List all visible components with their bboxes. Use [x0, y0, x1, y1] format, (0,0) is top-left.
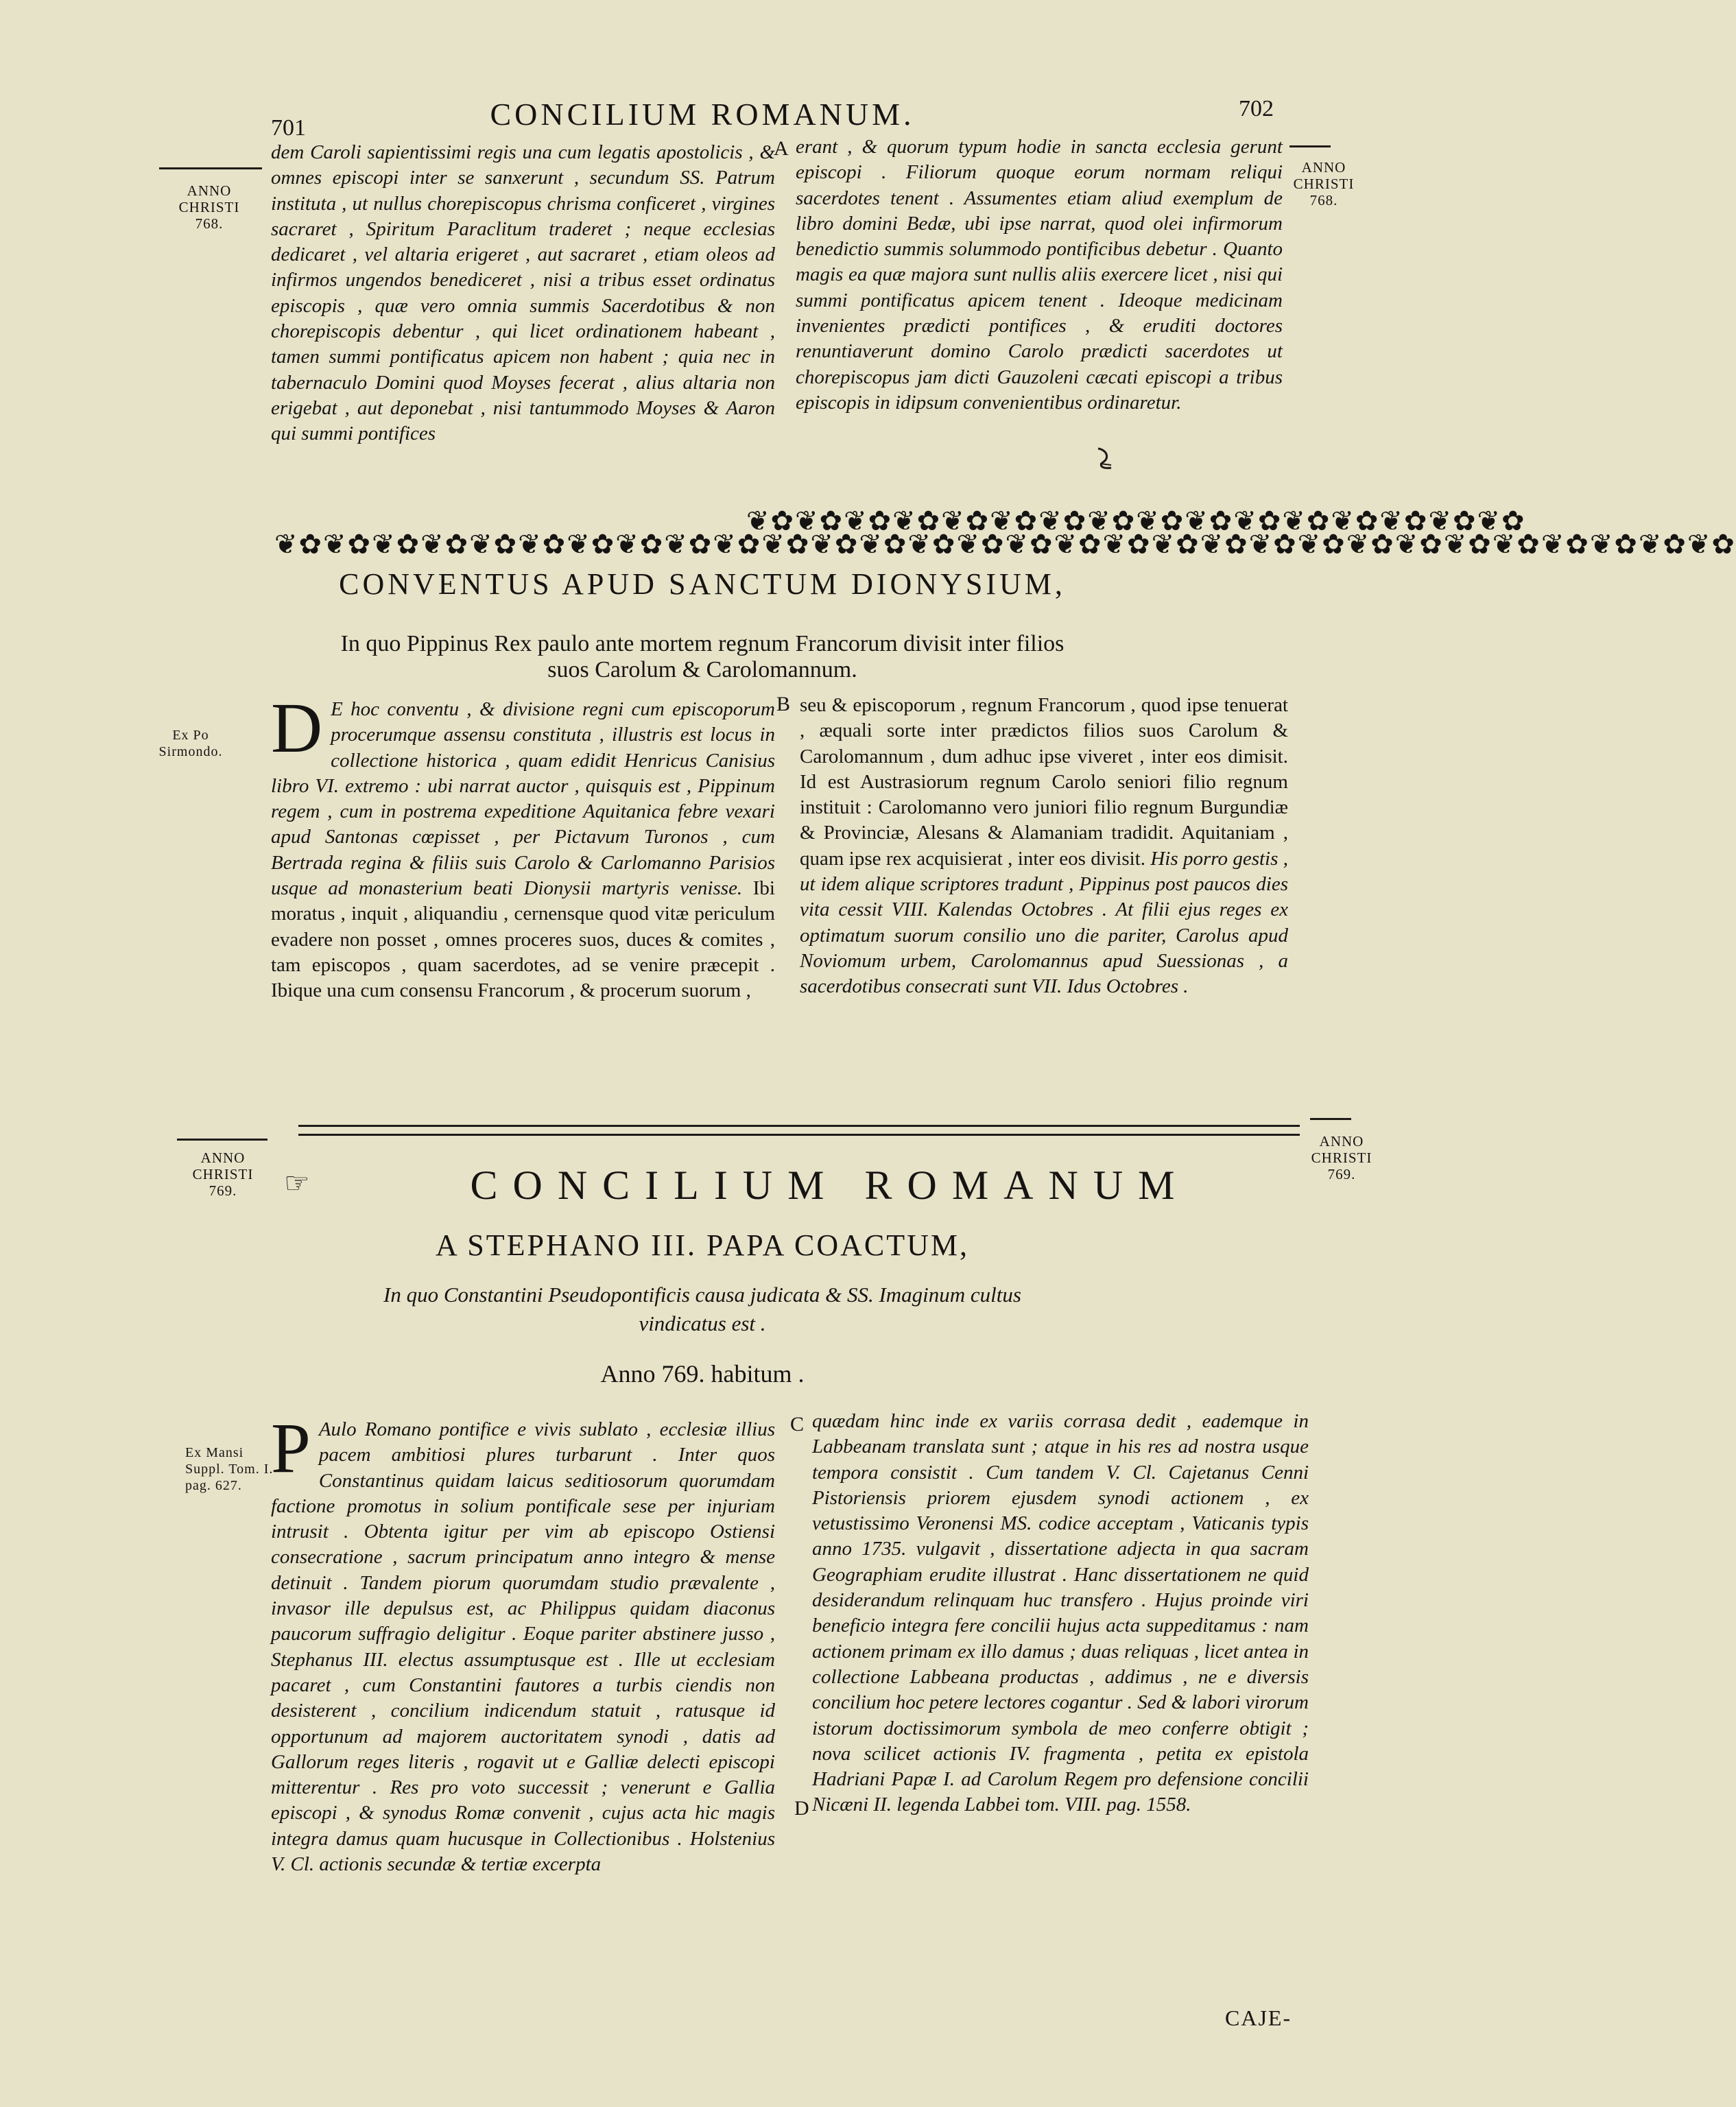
- section2-dropcap: D: [271, 689, 323, 767]
- margin-dash-left-2: [177, 1139, 267, 1141]
- catchword: CAJE-: [1225, 2005, 1292, 2030]
- section2-title: CONVENTUS APUD SANCTUM DIONYSIUM,: [339, 567, 1066, 601]
- margin-dash-right: [1289, 145, 1331, 147]
- section2-left-roman-text: Ibi moratus , inquit , aliquandiu , cernensque quod vitæ periculum evadere non posset , omnes proceres suos, duces & comites , tam episcopos , quam sacerdotes, ad se venire præcepit . Ibique una cum consensu Francorum , & procerum suorum ,: [271, 877, 775, 1002]
- margin-dash-left: [159, 167, 262, 169]
- section2-right-roman-text: seu & episcoporum , regnum Francorum , quod ipse tenuerat , æquali sorte inter prædictos filios suos Carolum & Carolomannum , dum adhuc ipse viveret , inter eos dimisit. Id est Austrasiorum regnum Carolo seniori filio regnum instituit : Carolomanno vero juniori filio regnum Burgundiæ & Provinciæ, Alesans & Alamaniam tradidit. Aquitaniam , quam ipse rex acquisierat , inter eos divisit.: [800, 694, 1288, 870]
- section3-desc-line1: In quo Constantini Pseudopontificis causa judicata & SS. Imaginum cultus: [383, 1283, 1021, 1307]
- section2-subtitle-line2: suos Carolum & Carolomannum.: [547, 657, 857, 682]
- section-divider-rule: [298, 1125, 1300, 1136]
- section3-year: Anno 769. habitum .: [600, 1360, 805, 1388]
- margin-note-anno-left: ANNO CHRISTI 768.: [178, 182, 240, 232]
- ornament-band-upper-icon: ❦✿❦✿❦✿❦✿❦✿❦✿❦✿❦✿❦✿❦✿❦✿❦✿❦✿❦✿❦✿❦✿: [746, 505, 1526, 536]
- section3-desc-line2: vindicatus est .: [639, 1311, 766, 1335]
- section3-subtitle: A STEPHANO III. PAPA COACTUM,: [435, 1228, 970, 1262]
- section3-right-column: quædam hinc inde ex variis corrasa dedit , eademque in Labbeanam translata sunt ; atque in his res ad nostra usque tempora consistit . Cum tandem V. Cl. Cajetanus Cenni Pistoriensis priorem ejusdem synodi actionem , ex vetustissimo Veronensi MS. codice acceptam , Vaticanis typis anno 1735. vulgavit , dissertatione adjecta in qua sacram Geographiam erudite illustrat . Hanc dissertationem ne quid desiderandum relinquam huc transfero . Hujus proinde viri beneficio integra fere concilii hujus acta suppeditamus : nam actionem primam ex illo damus ; duas reliquas , licet antea in collectione Labbeana productas , addimus , ne e diversis concilium hoc petere lectores cogantur . Sed & labori virorum istorum doctissimorum symbola de meo conferre obtigit ; nova scilicet actionis IV. fragmenta , petita ex epistola Hadriani Papæ I. ad Carolum Regem pro defensione concilii Nicæni II. legenda Labbei tom. VIII. pag. 1558.: [812, 1410, 1309, 1816]
- margin-note-ex-mansi: Ex Mansi Suppl. Tom. I. pag. 627.: [185, 1445, 274, 1493]
- margin-note-anno-769-right: ANNO CHRISTI 769.: [1311, 1133, 1372, 1182]
- margin-dash-right-2: [1310, 1118, 1351, 1120]
- margin-note-anno-right: ANNO CHRISTI 768.: [1293, 159, 1355, 209]
- section2-subtitle-line1: In quo Pippinus Rex paulo ante mortem regnum Francorum divisit inter filios: [340, 631, 1065, 656]
- section1-left-column: dem Caroli sapientissimi regis una cum legatis apostolicis , & omnes episcopi inter se sanxerunt , secundum SS. Patrum instituta , ut nullus chorepiscopus chrisma conficeret , virgines sacraret , Spiritum Paraclitum traderet ; neque ecclesias dedicaret , vel altaria erigeret , aut sacraret , etiam oleos ad infirmos ungendos benediceret , nisi a tribus esset ordinatus episcopis , quæ vero omnia summis Sacerdotibus & non chorepiscopis debentur , qui licet ordinationem habeant , tamen summi pontificatus apicem non habent ; quia nec in tabernaculo Domini quod Moyses fecerat , alius altaria non erigebat , aut deponebat , nisi tantummodo Moyses & Aaron qui summi pontifices: [271, 141, 775, 445]
- pointing-hand-icon: ☞: [284, 1168, 310, 1200]
- running-head: CONCILIUM ROMANUM.: [490, 97, 915, 132]
- section2-right-column: [800, 693, 1288, 1000]
- section1-marker-a: A: [774, 137, 789, 160]
- section3-left-text: Aulo Romano pontifice e vivis sublato , ecclesiæ illius pacem ambitiosi plures turbarunt . Inter quos Constantinus quidam laicus seditiosorum quorumdam factione promotus in solium pontificale sese per injuriam intrusit . Obtenta igitur per vim ab episcopo Ostiensi consecratione , sacrum principatum anno integro & mense detinuit . Tandem piorum quorumdam studio prævalente , invasor ille depulsus est, ac Philippus quidam diaconus paucorum suffragio deligitur . Eoque pariter abstinere jusso , Stephanus III. electus assumptusque est . Ille ut ecclesiam pacaret , cum Constantini fautores a turbis ciendis non desisterent , concilium indicendum statuit , ratusque id opportunum ad majorem auctoritatem synodi , datis ad Gallorum reges literis , rogavit ut e Galliæ delecti episcopi mitterentur . Res pro voto successit ; venerunt e Gallia episcopi , & synodus Romæ convenit , cujus acta hic magis integra damus quam hucusque in Collectionibus . Holstenius V. Cl. actionis secundæ & tertiæ excerpta: [271, 1418, 775, 1876]
- margin-note-ex-sirmondo: Ex Po Sirmondo.: [158, 728, 223, 759]
- section3-title: CONCILIUM ROMANUM: [470, 1163, 1190, 1208]
- hand-ornament-icon: [1095, 444, 1115, 472]
- section1-right-column: erant , & quorum typum hodie in sancta ecclesia gerunt episcopi . Filiorum quoque eorum normam reliqui sacerdotes tenent . Assumentes etiam aliud exemplum de libro domini Bedæ, ubi ipse narrat, quod olei infirmorum benedictio summis solummodo pontificibus debetur . Quanto magis ea quæ majora sunt nullis aliis exercere licet , nisi qui summi pontificatus apicem tenent . Ideoque medicinam invenientes prædicti pontifices , & eruditi doctores renuntiaverunt domino Carolo prædicti sacerdotes ut chorepiscopus jam dicti Gauzoleni cæcati episcopi a tribus episcopis in idipsum convenientibus ordinaretur.: [796, 136, 1283, 414]
- page-number-right: 702: [1239, 96, 1274, 121]
- section3-dropcap: P: [271, 1409, 311, 1488]
- ornament-band-lower-icon: ❦✿❦✿❦✿❦✿❦✿❦✿❦✿❦✿❦✿❦✿❦✿❦✿❦✿❦✿❦✿❦✿❦✿❦✿❦✿❦✿❦✿❦✿❦✿❦✿❦✿❦✿❦✿❦✿❦✿❦✿: [274, 529, 1736, 560]
- section3-marker-d: D: [794, 1797, 809, 1820]
- section3-left-column: [271, 1409, 775, 1877]
- margin-note-anno-769-left: ANNO CHRISTI 769.: [192, 1150, 254, 1199]
- section2-marker-b: B: [776, 693, 791, 715]
- section3-marker-c: C: [790, 1413, 805, 1436]
- section2-left-column: [271, 689, 775, 1004]
- section2-right-italic-text: His porro gestis , ut idem alique scriptores tradunt , Pippinus post paucos dies vita cessit VIII. Kalendas Octobres . At filii ejus reges ex optimatum suorum consilio uno die pariter, Carolus apud Noviomum urbem, Carolomannus apud Suessionas , a sacerdotibus consecrati sunt VII. Idus Octobres .: [800, 847, 1288, 998]
- page-number-left: 701: [271, 115, 306, 141]
- section2-left-italic-text: E hoc conventu , & divisione regni cum episcoporum procerumque assensu constituta , illustris est locus in collectione historica , quam edidit Henricus Canisius libro VI. extremo : ubi narrat auctor , quisquis est , Pippinum regem , cum in postrema expeditione Aquitanica febre vexari apud Santonas cœpisset , per Pictavum Turonos , cum Bertrada regina & filiis suis Carolo & Carlomanno Parisios usque ad monasterium beati Dionysii martyris venisse.: [271, 698, 775, 900]
